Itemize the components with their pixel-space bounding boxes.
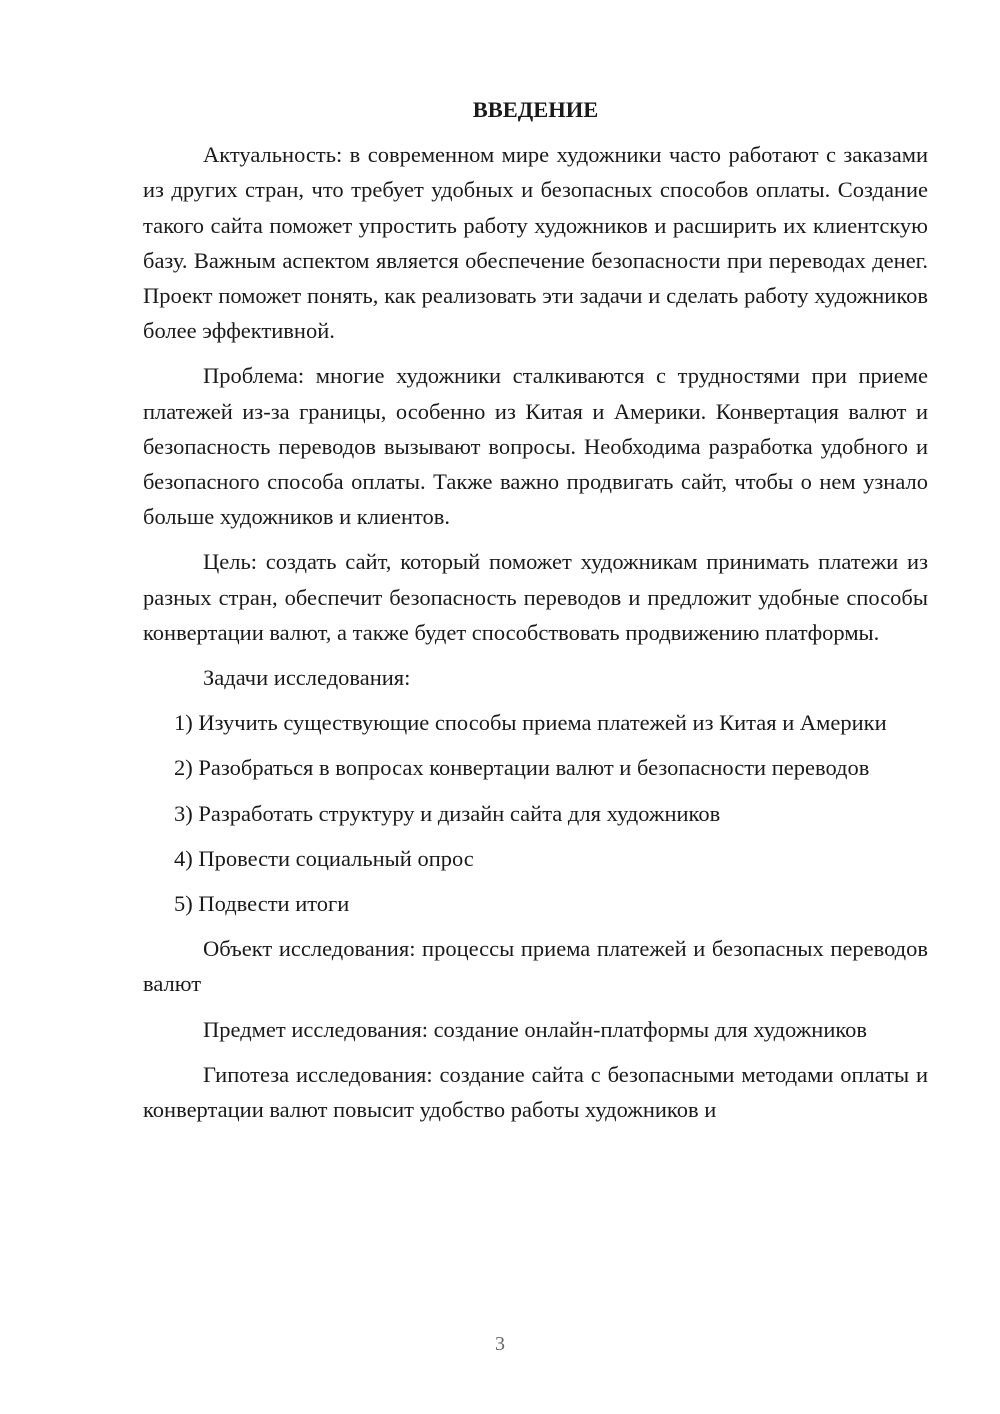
paragraph-relevance: Актуальность: в современном мире художники часто работают с заказами из других стран, что требует удобных и безопасных способов оплаты. Создание такого сайта поможет упростить работу художников и расширить их клиентскую базу. Важным аспектом является обеспечение безопасности при переводах денег. Проект поможет понять, как реализовать эти задачи и сделать работу художников более эффективной.	[143, 142, 928, 344]
paragraph-hypothesis: Гипотеза исследования: создание сайта с безопасными методами оплаты и конвертации валют повысит удобство работы художников и	[143, 1061, 928, 1123]
paragraph-subject: Предмет исследования: создание онлайн-платформы для художников	[203, 1016, 868, 1042]
paragraph-tasks-title: Задачи исследования:	[203, 665, 411, 691]
list-item: 5) Подвести итоги	[174, 891, 350, 917]
document-page	[143, 92, 928, 1137]
list-item: 3) Разработать структуру и дизайн сайта для художников	[174, 800, 721, 826]
list-item: 4) Провести социальный опрос	[174, 845, 474, 871]
list-item: 1) Изучить существующие способы приема платежей из Китая и Америки	[174, 710, 887, 736]
page-number: 3	[495, 1333, 505, 1355]
paragraph-goal: Цель: создать сайт, который поможет художникам принимать платежи из разных стран, обеспечит безопасность переводов и предложит удобные способы конвертации валют, а также будет способствовать продвижению платформы.	[143, 549, 928, 645]
paragraph-problem: Проблема: многие художники сталкиваются с трудностями при приеме платежей из-за границы, особенно из Китая и Америки. Конвертация валют и безопасность переводов вызывают вопросы. Необходима разработка удобного и безопасного способа оплаты. Также важно продвигать сайт, чтобы о нем узнало больше художников и клиентов.	[143, 363, 928, 530]
section-heading: ВВЕДЕНИЕ	[472, 97, 599, 122]
list-item: 2) Разобраться в вопросах конвертации валют и безопасности переводов	[174, 755, 870, 781]
paragraph-object: Объект исследования: процессы приема платежей и безопасных переводов валют	[143, 936, 928, 997]
